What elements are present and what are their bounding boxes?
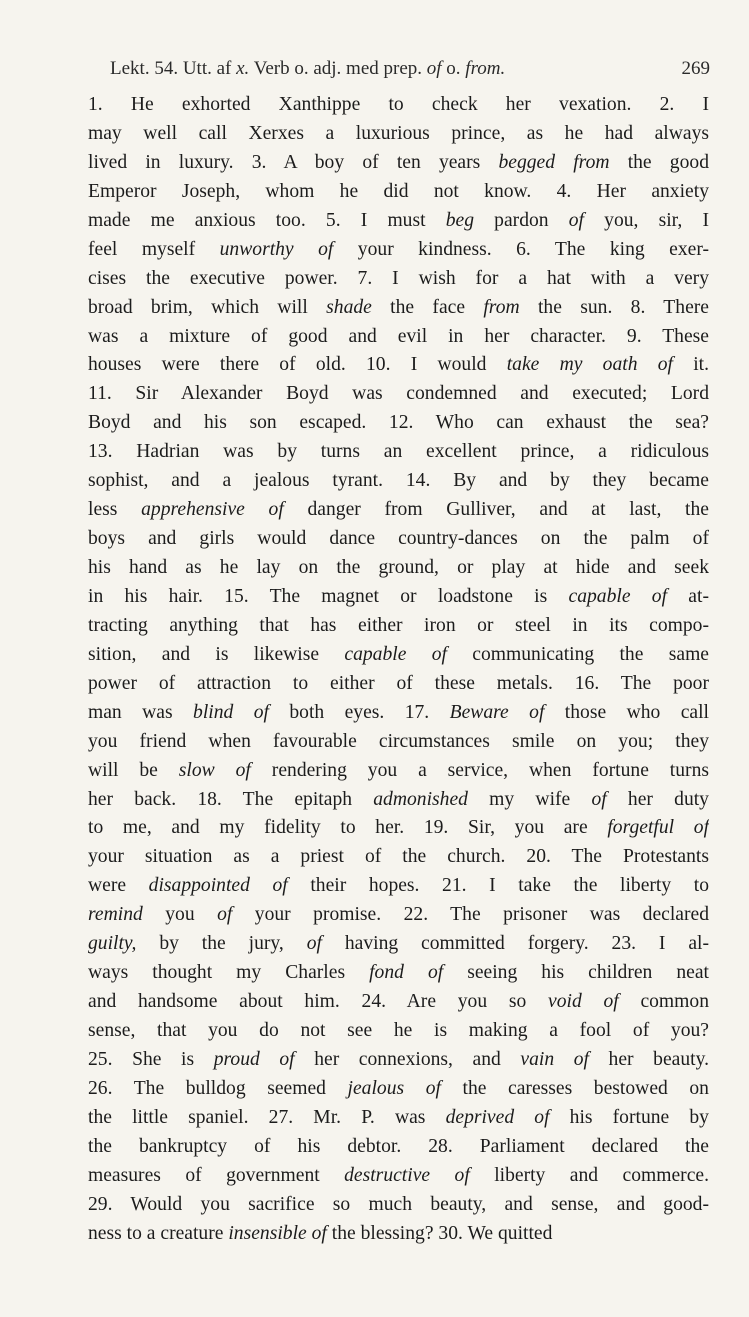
text-run: sophist, and a jealous tyrant. 14. By and by they became	[88, 470, 709, 492]
italic-phrase: Beware of	[449, 701, 545, 723]
text-run: man was	[88, 701, 194, 723]
text-run: your situation as a priest of the church. 20. The Protestants	[88, 846, 709, 868]
text-line	[88, 294, 709, 323]
text-line	[88, 120, 709, 149]
text-run: houses were there of old. 10. I would	[88, 354, 507, 376]
text-run: feel myself	[88, 238, 220, 260]
italic-phrase: capable of	[344, 643, 447, 665]
text-run: lived in luxury. 3. A boy of ten years	[88, 151, 499, 173]
text-run: their hopes. 21. I take the liberty to	[287, 875, 709, 897]
text-line	[88, 988, 709, 1017]
text-line	[88, 959, 709, 988]
text-run: and handsome about him. 24. Are you so	[88, 991, 549, 1013]
text-run: danger from Gulliver, and at last, the	[283, 499, 709, 521]
text-line	[88, 178, 709, 207]
text-run: 25. She is	[88, 1048, 214, 1070]
text-line	[88, 699, 709, 728]
text-run: his hand as he lay on the ground, or play at hide and seek	[88, 557, 709, 578]
text-run: her back. 18. The epitaph	[88, 788, 374, 810]
italic-phrase: remind	[88, 904, 143, 926]
text-line	[88, 872, 709, 901]
italic-phrase: take my oath of	[506, 354, 673, 376]
header-text-lesson: Lekt. 54. Utt. af	[110, 58, 237, 79]
text-run: were	[88, 875, 149, 897]
italic-phrase: fond of	[369, 962, 444, 984]
italic-phrase: proud of	[213, 1048, 295, 1070]
italic-phrase: beg	[445, 209, 475, 231]
exercise-text	[88, 91, 709, 1249]
text-run: Emperor Joseph, whom he did not know. 4. Her anxiety	[88, 180, 709, 202]
text-line	[88, 612, 709, 641]
italic-phrase: shade	[326, 296, 372, 318]
italic-phrase: disappointed of	[148, 875, 288, 897]
text-line	[88, 583, 709, 612]
text-run: ways thought my Charles	[88, 962, 370, 984]
text-run: Boyd and his son escaped. 12. Who can exhaust the sea?	[88, 412, 709, 434]
text-run: you, sir, I	[584, 209, 709, 231]
text-run: it.	[672, 354, 709, 376]
running-header	[110, 58, 710, 88]
text-line	[88, 1104, 709, 1133]
header-text-x: x.	[236, 58, 250, 79]
italic-phrase: void of	[548, 991, 619, 1013]
italic-phrase: apprehensive of	[141, 499, 284, 521]
italic-phrase: of	[568, 209, 584, 231]
text-line	[88, 525, 709, 554]
italic-phrase: forgetful of	[607, 817, 709, 839]
text-run: the caresses bestowed on	[440, 1077, 709, 1099]
text-run: tracting anything that has either iron or steel in its compo-	[88, 614, 709, 636]
italic-phrase: of	[217, 904, 233, 926]
text-line	[88, 670, 709, 699]
text-run: may well call Xerxes a luxurious prince, as he had always	[88, 122, 709, 144]
text-run: the face	[371, 296, 484, 318]
text-run: to me, and my fidelity to her. 19. Sir, you are	[88, 817, 608, 839]
text-run: 26. The bulldog seemed	[88, 1077, 348, 1099]
text-line	[88, 409, 709, 438]
italic-phrase: unworthy of	[219, 238, 334, 260]
text-run: pardon	[474, 209, 569, 231]
italic-phrase: insensible of	[228, 1222, 327, 1244]
text-run: measures of government	[88, 1164, 345, 1186]
text-line	[88, 641, 709, 670]
text-line	[88, 467, 709, 496]
text-run: communicating the same	[446, 643, 709, 665]
text-run: sition, and is likewise	[88, 643, 345, 665]
text-run: 11. Sir Alexander Boyd was condemned and executed; Lord	[88, 383, 709, 405]
text-run: sense, that you do not see he is making a fool of you?	[88, 1020, 709, 1041]
text-run: his fortune by	[549, 1106, 709, 1128]
text-run: the little spaniel. 27. Mr. P. was	[88, 1106, 446, 1128]
italic-phrase: begged from	[498, 151, 610, 173]
header-text-from: from.	[465, 58, 506, 79]
text-run: power of attraction to either of these metals. 16. The poor	[88, 672, 709, 694]
italic-phrase: deprived of	[445, 1106, 550, 1128]
italic-phrase: of	[591, 788, 607, 810]
header-text-o: o.	[441, 58, 466, 79]
text-line	[88, 1046, 709, 1075]
text-line	[88, 1017, 709, 1046]
italic-phrase: capable of	[568, 585, 668, 607]
text-run: less	[88, 499, 142, 521]
text-run: the blessing? 30. We quitted	[326, 1222, 553, 1244]
text-run: those who call	[544, 701, 709, 723]
text-run: was a mixture of good and evil in her character. 9. These	[88, 325, 709, 347]
text-run: both eyes. 17.	[268, 701, 450, 723]
text-run: cises the executive power. 7. I wish for a hat with a very	[88, 267, 709, 289]
header-text-of: of	[426, 58, 442, 79]
text-line	[88, 351, 709, 380]
text-run: made me anxious too. 5. I must	[88, 209, 446, 231]
text-run: your promise. 22. The prisoner was declared	[232, 904, 709, 926]
text-run: ness to a creature	[88, 1222, 229, 1244]
page-number: 269	[681, 58, 710, 79]
text-line	[88, 1075, 709, 1104]
text-run: by the jury,	[136, 933, 307, 955]
italic-phrase: from	[483, 296, 520, 318]
text-line	[88, 786, 709, 815]
text-run: common	[618, 991, 709, 1013]
text-line	[88, 496, 709, 525]
text-line	[88, 728, 709, 757]
text-run: seeing his children neat	[443, 962, 709, 984]
text-run: the good	[609, 151, 709, 173]
text-line	[88, 814, 709, 843]
text-line	[88, 1133, 709, 1162]
text-line	[88, 323, 709, 352]
text-line	[88, 843, 709, 872]
text-run: 29. Would you sacrifice so much beauty, and sense, and good-	[88, 1193, 709, 1215]
text-line	[88, 1191, 709, 1220]
text-run: rendering you a service, when fortune turns	[250, 759, 709, 781]
text-run: her beauty.	[588, 1048, 709, 1070]
text-run: the bankruptcy of his debtor. 28. Parliament declared the	[88, 1135, 709, 1157]
italic-phrase: destructive of	[344, 1164, 470, 1186]
text-line	[88, 149, 709, 178]
italic-phrase: blind of	[193, 701, 269, 723]
text-line	[88, 554, 709, 583]
italic-phrase: of	[306, 933, 322, 955]
text-line	[88, 265, 709, 294]
text-line	[88, 380, 709, 409]
italic-phrase: jealous of	[347, 1077, 441, 1099]
italic-phrase: slow of	[178, 759, 251, 781]
text-line	[88, 236, 709, 265]
text-run: at-	[667, 585, 709, 607]
text-run: the sun. 8. There	[519, 296, 709, 318]
text-run: broad brim, which will	[88, 296, 327, 318]
text-run: her duty	[606, 788, 709, 810]
text-run: your kindness. 6. The king exer-	[333, 238, 709, 260]
text-run: will be	[88, 759, 179, 781]
text-line	[88, 438, 709, 467]
text-run: you friend when favourable circumstances smile on you; they	[88, 730, 709, 752]
text-run: in his hair. 15. The magnet or loadstone is	[88, 585, 569, 607]
text-run: my wife	[467, 788, 592, 810]
text-run: her connexions, and	[294, 1048, 521, 1070]
running-header-title	[110, 58, 505, 80]
text-line	[88, 757, 709, 786]
text-line	[88, 1220, 709, 1249]
text-run: 1. He exhorted Xanthippe to check her vexation. 2. I	[88, 94, 709, 115]
text-run: boys and girls would dance country-dances on the palm of	[88, 528, 709, 550]
italic-phrase: guilty,	[88, 933, 137, 955]
text-line	[88, 901, 709, 930]
text-run: liberty and commerce.	[469, 1164, 709, 1186]
italic-phrase: vain of	[520, 1048, 589, 1070]
text-line	[88, 91, 709, 120]
text-line	[88, 1162, 709, 1191]
text-line	[88, 930, 709, 959]
text-run: having committed forgery. 23. I al-	[321, 933, 709, 955]
header-text-verb: Verb o. adj. med prep.	[249, 58, 427, 79]
italic-phrase: admonished	[373, 788, 468, 810]
text-line	[88, 207, 709, 236]
text-run: you	[142, 904, 218, 926]
text-run: 13. Hadrian was by turns an excellent prince, a ridiculous	[88, 441, 709, 463]
